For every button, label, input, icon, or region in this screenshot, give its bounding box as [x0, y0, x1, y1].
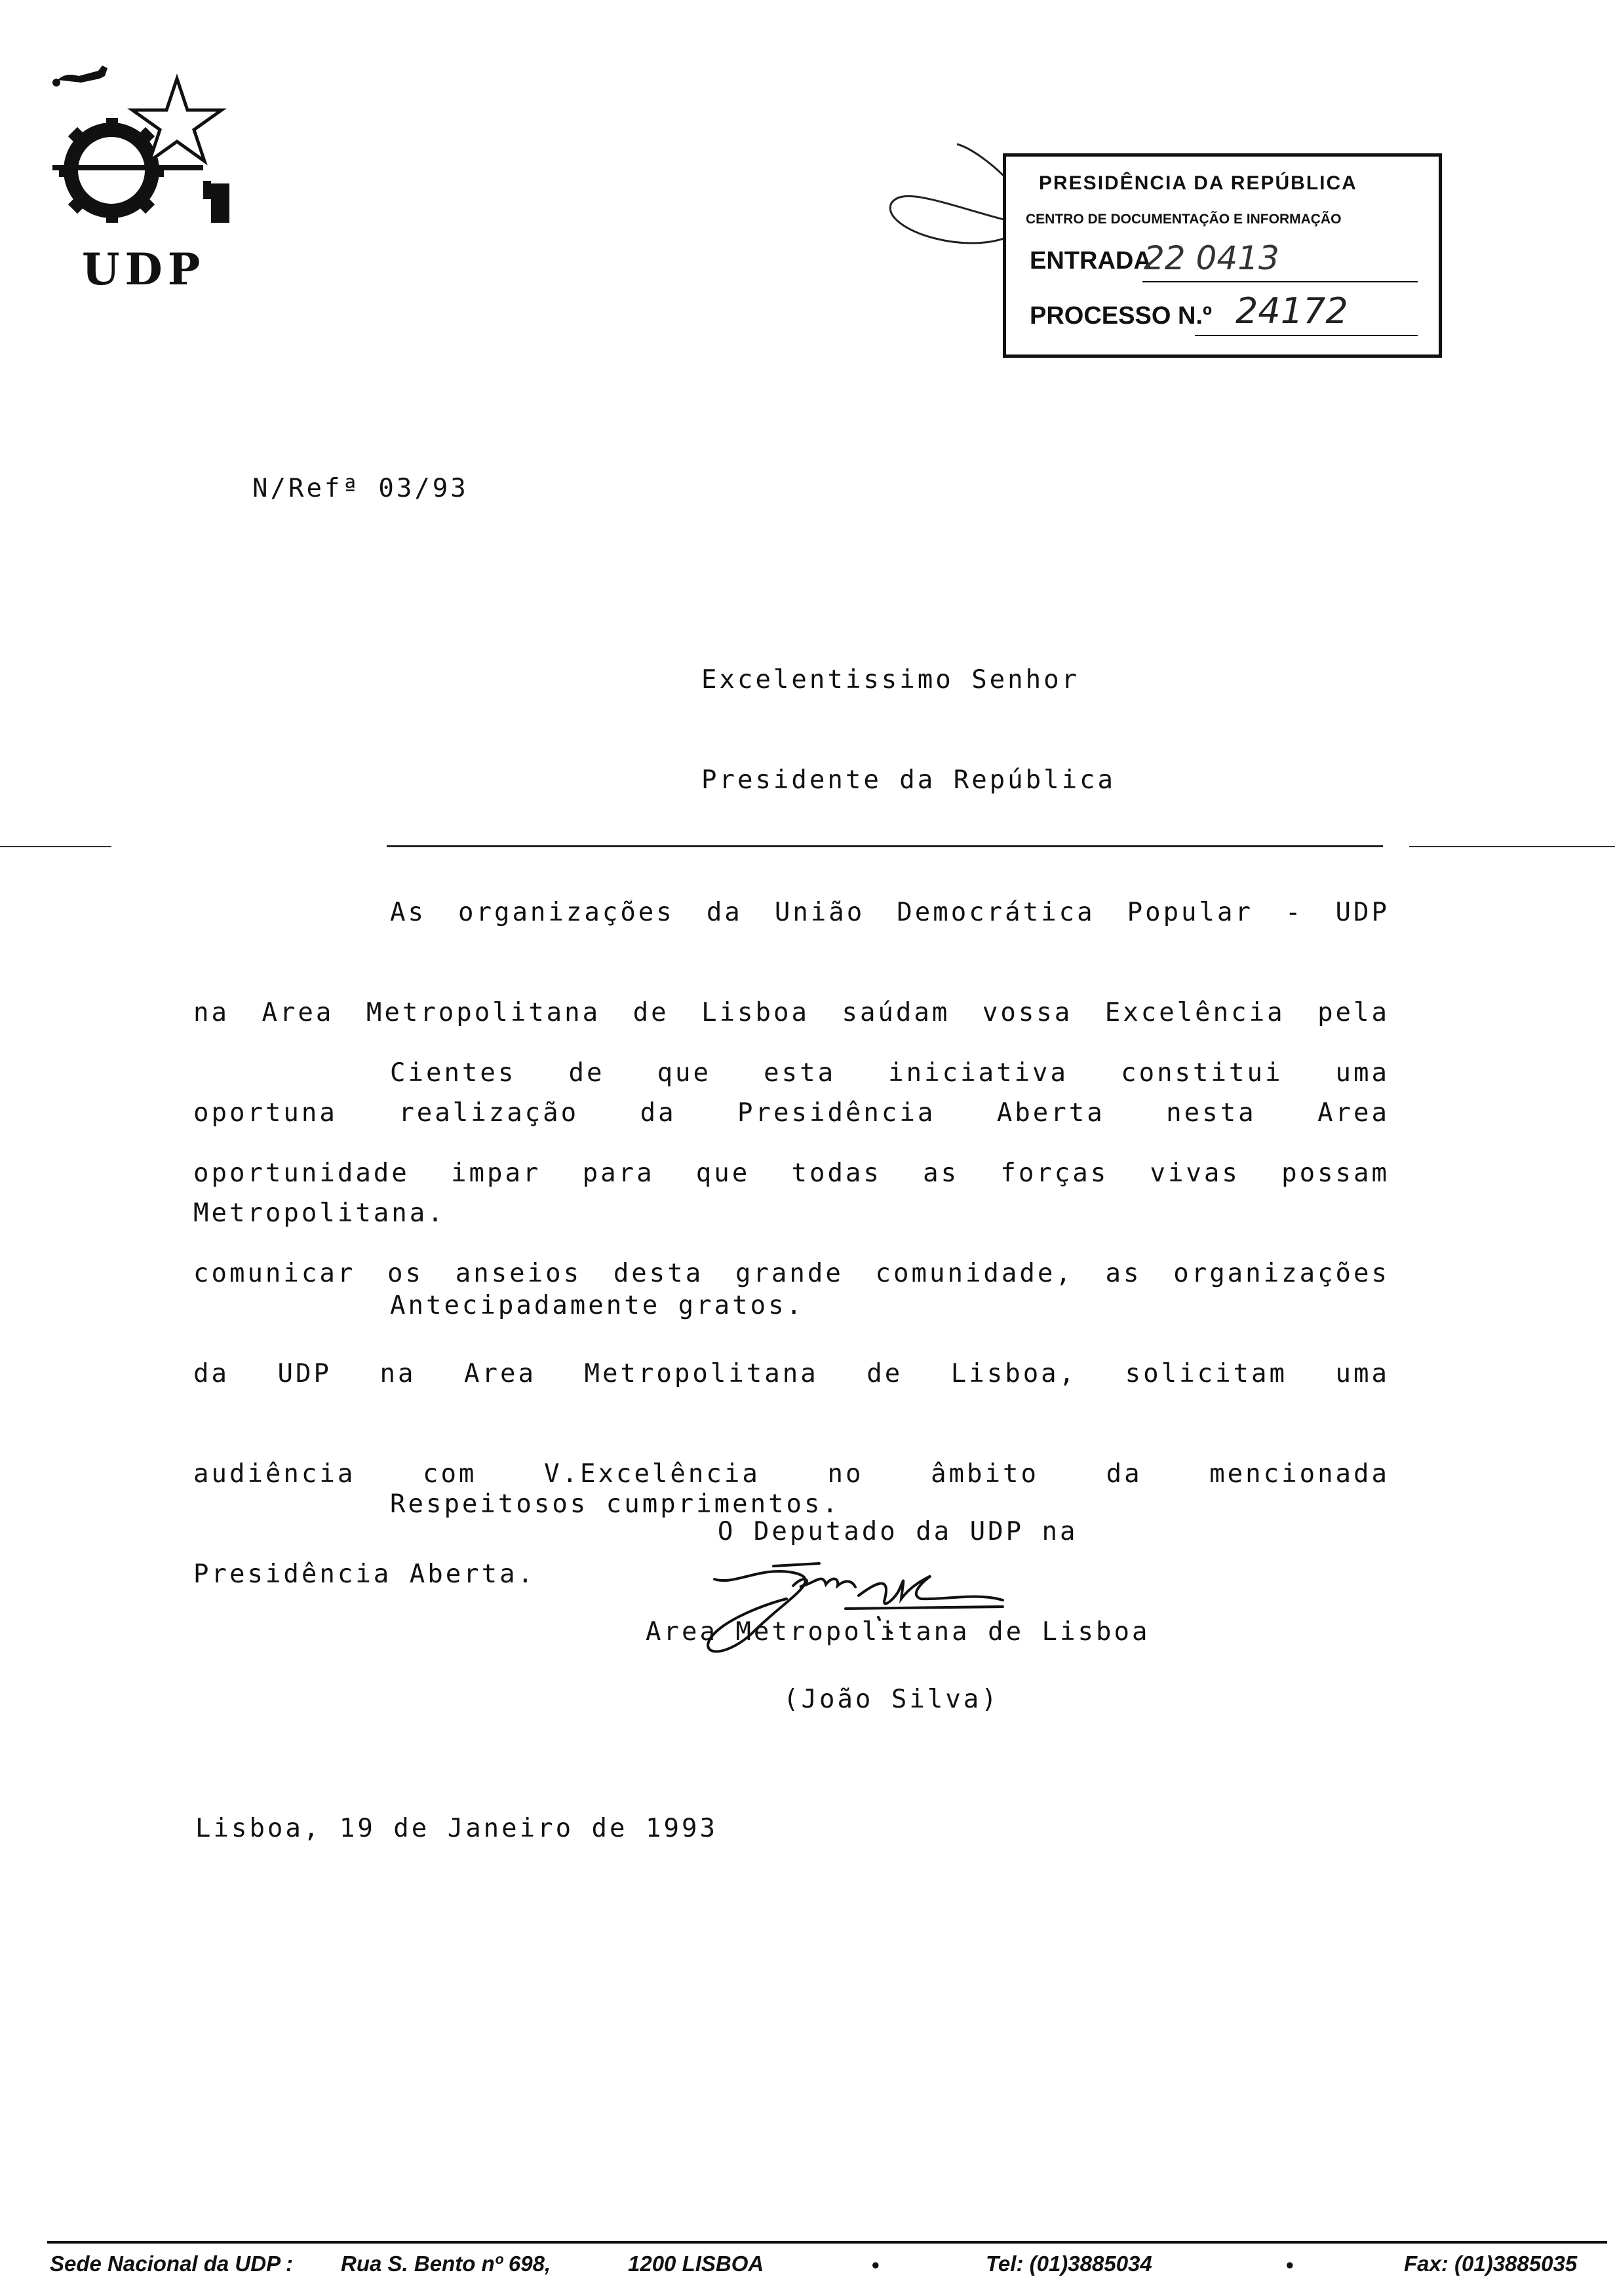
footer-sede: Sede Nacional da UDP : [50, 2251, 294, 2276]
signature-title-line: O Deputado da UDP na [717, 1517, 1078, 1546]
handwritten-signature [695, 1546, 1062, 1664]
footer-bar [47, 2241, 1607, 2277]
thanks-line: Antecipadamente gratos. [390, 1291, 805, 1320]
body-line: na Area Metropolitana de Lisboa saúdam vossa Excelência pela [193, 998, 1390, 1027]
stamp-entrada-value: 22 0413 [1144, 239, 1279, 277]
stamp-processo-label: PROCESSO N.º [1030, 302, 1212, 330]
regards-line: Respeitosos cumprimentos. [390, 1489, 840, 1519]
body-line: audiência com V.Excelência no âmbito da mencionada [193, 1459, 1390, 1489]
stamp-processo-value: 24172 [1236, 290, 1348, 332]
body-line: Cientes de que esta iniciativa constitui uma [390, 1058, 1390, 1088]
body-line: Metropolitana. [193, 1198, 446, 1228]
body-line: Presidência Aberta. [193, 1559, 536, 1589]
footer-tel: Tel: (01)3885034 [986, 2251, 1152, 2276]
signature-title-line: Area Metropolitana de Lisboa [646, 1617, 1150, 1647]
body-line: As organizações da União Democrática Popular - UDP [390, 898, 1390, 927]
body-line: da UDP na Area Metropolitana de Lisboa, solicitam uma [193, 1359, 1390, 1388]
addressee-line: Excelentissimo Senhor [701, 665, 1080, 695]
stamp-entrada-rule [1142, 281, 1418, 282]
scan-artifact [0, 846, 111, 847]
footer-separator-dot: • [1286, 2253, 1294, 2277]
scan-artifact [1409, 846, 1615, 847]
addressee-line: Presidente da República [701, 765, 1116, 795]
signatory-name: (João Silva) [783, 1685, 1000, 1714]
addressee-block [701, 596, 1116, 830]
footer-city: 1200 LISBOA [628, 2251, 764, 2276]
strikethrough-line [387, 845, 1383, 847]
footer-separator-dot: • [872, 2253, 880, 2277]
footer-street: Rua S. Bento nº 698, [341, 2251, 551, 2276]
stamp-title: PRESIDÊNCIA DA REPÚBLICA [1039, 172, 1357, 194]
stamp-subtitle: CENTRO DE DOCUMENTAÇÃO E INFORMAÇÃO [1026, 212, 1342, 227]
date-line: Lisboa, 19 de Janeiro de 1993 [195, 1814, 718, 1843]
logo-text: UDP [82, 244, 206, 295]
body-line: oportunidade impar para que todas as forças vivas possam [193, 1158, 1390, 1188]
body-line: oportuna realização da Presidência Aberta nesta Area [193, 1098, 1390, 1128]
footer-fax: Fax: (01)3885035 [1404, 2251, 1578, 2276]
stamp-processo-rule [1195, 335, 1418, 336]
reception-stamp [1003, 153, 1442, 358]
stamp-entrada-label: ENTRADA [1030, 247, 1152, 275]
body-line: comunicar os anseios desta grande comunidade, as organizações [193, 1259, 1390, 1288]
letter-reference: N/Refª 03/93 [252, 474, 469, 503]
